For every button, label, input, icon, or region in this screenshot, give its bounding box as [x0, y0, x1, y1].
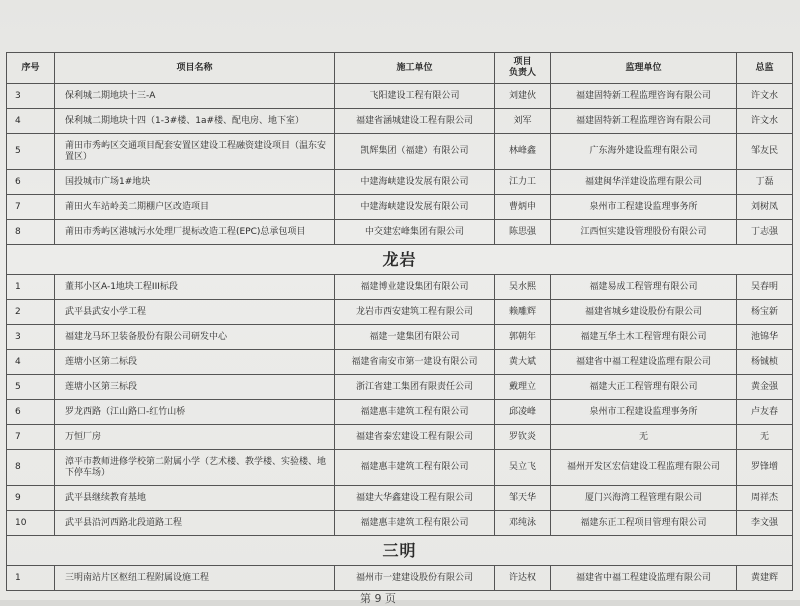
builder-cell: 福建惠丰建筑工程有限公司: [335, 511, 495, 536]
project-name-cell: 董邦小区A-1地块工程III标段: [55, 275, 335, 300]
chief-cell: 卢友春: [737, 400, 793, 425]
supervisor-cell: 福建大正工程管理有限公司: [551, 375, 737, 400]
supervisor-cell: 福建东正工程项目管理有限公司: [551, 511, 737, 536]
seq-cell: 6: [7, 170, 55, 195]
seq-cell: 3: [7, 84, 55, 109]
table-row: [7, 220, 793, 245]
manager-cell: 吴立飞: [495, 450, 551, 486]
supervisor-cell: 福州开发区宏信建设工程监理有限公司: [551, 450, 737, 486]
manager-cell: 赖雕辉: [495, 300, 551, 325]
manager-cell: 曹炳申: [495, 195, 551, 220]
manager-cell: 邱凌峰: [495, 400, 551, 425]
header-supervisor: 监理单位: [551, 53, 737, 84]
builder-cell: 中建海峡建设发展有限公司: [335, 195, 495, 220]
table-row: [7, 134, 793, 170]
seq-cell: 7: [7, 425, 55, 450]
manager-cell: 郭朝年: [495, 325, 551, 350]
seq-cell: 2: [7, 300, 55, 325]
seq-cell: 7: [7, 195, 55, 220]
project-name-cell: 莆田市秀屿区港城污水处理厂提标改造工程(EPC)总承包项目: [55, 220, 335, 245]
project-name-cell: 万恒厂房: [55, 425, 335, 450]
manager-cell: 陈思强: [495, 220, 551, 245]
table-row: [7, 109, 793, 134]
seq-cell: 4: [7, 109, 55, 134]
supervisor-cell: 福建省中福工程建设监理有限公司: [551, 566, 737, 591]
supervisor-cell: 福建省中福工程建设监理有限公司: [551, 350, 737, 375]
supervisor-cell: 福建固特新工程监理咨询有限公司: [551, 84, 737, 109]
builder-cell: 福州市一建建设股份有限公司: [335, 566, 495, 591]
project-name-cell: 国投城市广场1#地块: [55, 170, 335, 195]
project-name-cell: 福建龙马环卫装备股份有限公司研发中心: [55, 325, 335, 350]
region-group-row: [7, 536, 793, 566]
builder-cell: 中建海峡建设发展有限公司: [335, 170, 495, 195]
table-row: [7, 275, 793, 300]
project-name-cell: 莆田火车站岭美二期棚户区改造项目: [55, 195, 335, 220]
chief-cell: 丁志强: [737, 220, 793, 245]
region-group-row: [7, 245, 793, 275]
chief-cell: 许文水: [737, 109, 793, 134]
chief-cell: 周祥杰: [737, 486, 793, 511]
builder-cell: 中交建宏峰集团有限公司: [335, 220, 495, 245]
builder-cell: 浙江省建工集团有限责任公司: [335, 375, 495, 400]
builder-cell: 福建省涵城建设工程有限公司: [335, 109, 495, 134]
chief-cell: 李文强: [737, 511, 793, 536]
project-name-cell: 漳平市教师进修学校第二附属小学（艺术楼、教学楼、实验楼、地下停车场）: [55, 450, 335, 486]
builder-cell: 福建惠丰建筑工程有限公司: [335, 400, 495, 425]
builder-cell: 福建惠丰建筑工程有限公司: [335, 450, 495, 486]
builder-cell: 福建大华鑫建设工程有限公司: [335, 486, 495, 511]
chief-cell: 吴春明: [737, 275, 793, 300]
seq-cell: 10: [7, 511, 55, 536]
chief-cell: 许文水: [737, 84, 793, 109]
supervisor-cell: 福建闽华洋建设监理有限公司: [551, 170, 737, 195]
project-name-cell: 莲塘小区第三标段: [55, 375, 335, 400]
supervisor-cell: 福建互华土木工程管理有限公司: [551, 325, 737, 350]
manager-cell: 邹天华: [495, 486, 551, 511]
manager-cell: 林峰鑫: [495, 134, 551, 170]
chief-cell: 黄金强: [737, 375, 793, 400]
project-table: [6, 52, 793, 591]
builder-cell: 福建省泰宏建设工程有限公司: [335, 425, 495, 450]
region-title: 三明: [7, 536, 793, 566]
region-title: 龙岩: [7, 245, 793, 275]
builder-cell: 凯辉集团（福建）有限公司: [335, 134, 495, 170]
project-name-cell: 莆田市秀屿区交通项目配套安置区建设工程融资建设项目（温东安置区）: [55, 134, 335, 170]
table-row: [7, 195, 793, 220]
supervisor-cell: 泉州市工程建设监理事务所: [551, 400, 737, 425]
table-row: [7, 425, 793, 450]
seq-cell: 4: [7, 350, 55, 375]
table-row: [7, 325, 793, 350]
table-row: [7, 486, 793, 511]
project-name-cell: 保利城二期地块十三-A: [55, 84, 335, 109]
manager-cell: 戴理立: [495, 375, 551, 400]
table-row: [7, 84, 793, 109]
chief-cell: 无: [737, 425, 793, 450]
table-row: [7, 375, 793, 400]
builder-cell: 福建省南安市第一建设有限公司: [335, 350, 495, 375]
project-name-cell: 保利城二期地块十四（1-3#楼、1a#楼、配电房、地下室）: [55, 109, 335, 134]
supervisor-cell: 泉州市工程建设监理事务所: [551, 195, 737, 220]
seq-cell: 6: [7, 400, 55, 425]
chief-cell: 邹友民: [737, 134, 793, 170]
table-row: [7, 170, 793, 195]
table-row: [7, 400, 793, 425]
chief-cell: 罗锋增: [737, 450, 793, 486]
header-builder: 施工单位: [335, 53, 495, 84]
seq-cell: 9: [7, 486, 55, 511]
supervisor-cell: 广东海外建设监理有限公司: [551, 134, 737, 170]
supervisor-cell: 无: [551, 425, 737, 450]
table-row: [7, 566, 793, 591]
manager-cell: 刘军: [495, 109, 551, 134]
seq-cell: 1: [7, 275, 55, 300]
table-row: [7, 300, 793, 325]
table-header-row: [7, 53, 793, 84]
table-row: [7, 450, 793, 486]
manager-cell: 许达权: [495, 566, 551, 591]
supervisor-cell: 福建省城乡建设股份有限公司: [551, 300, 737, 325]
project-name-cell: 武平县武安小学工程: [55, 300, 335, 325]
project-name-cell: 武平县沿河西路北段道路工程: [55, 511, 335, 536]
header-seq: 序号: [7, 53, 55, 84]
builder-cell: 龙岩市西安建筑工程有限公司: [335, 300, 495, 325]
project-name-cell: 莲塘小区第二标段: [55, 350, 335, 375]
seq-cell: 1: [7, 566, 55, 591]
seq-cell: 8: [7, 220, 55, 245]
manager-cell: 邓纯泳: [495, 511, 551, 536]
header-project-manager: 项目 负责人: [495, 53, 551, 84]
manager-cell: 江力工: [495, 170, 551, 195]
project-name-cell: 罗龙西路（江山路口-红竹山桥: [55, 400, 335, 425]
seq-cell: 5: [7, 134, 55, 170]
header-project-name: 项目名称: [55, 53, 335, 84]
manager-cell: 吴水熙: [495, 275, 551, 300]
manager-cell: 刘建伙: [495, 84, 551, 109]
header-chief-supervisor: 总监: [737, 53, 793, 84]
seq-cell: 8: [7, 450, 55, 486]
project-name-cell: 武平县继续教育基地: [55, 486, 335, 511]
manager-cell: 罗钦炎: [495, 425, 551, 450]
supervisor-cell: 福建固特新工程监理咨询有限公司: [551, 109, 737, 134]
chief-cell: 池锦华: [737, 325, 793, 350]
project-name-cell: 三明南站片区枢纽工程附属设施工程: [55, 566, 335, 591]
chief-cell: 丁磊: [737, 170, 793, 195]
manager-cell: 黄大斌: [495, 350, 551, 375]
table-row: [7, 350, 793, 375]
builder-cell: 福建一建集团有限公司: [335, 325, 495, 350]
chief-cell: 杨宝新: [737, 300, 793, 325]
table-body: [7, 84, 793, 591]
builder-cell: 福建博业建设集团有限公司: [335, 275, 495, 300]
supervisor-cell: 江西恒实建设管理股份有限公司: [551, 220, 737, 245]
supervisor-cell: 厦门兴海湾工程管理有限公司: [551, 486, 737, 511]
seq-cell: 3: [7, 325, 55, 350]
chief-cell: 黄建辉: [737, 566, 793, 591]
page-number: 第 9 页: [360, 592, 396, 605]
chief-cell: 刘树凤: [737, 195, 793, 220]
chief-cell: 杨铖桢: [737, 350, 793, 375]
builder-cell: 飞阳建设工程有限公司: [335, 84, 495, 109]
supervisor-cell: 福建易成工程管理有限公司: [551, 275, 737, 300]
table-row: [7, 511, 793, 536]
seq-cell: 5: [7, 375, 55, 400]
